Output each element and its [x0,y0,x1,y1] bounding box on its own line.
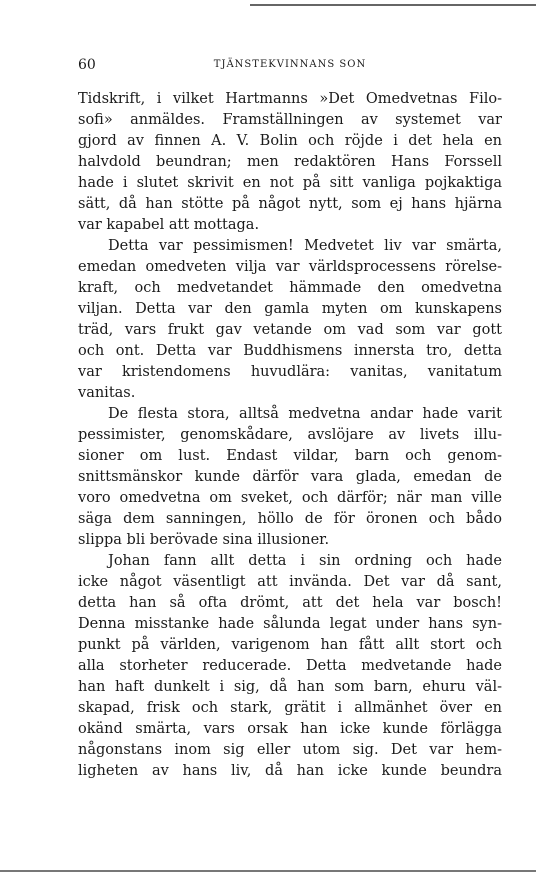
text-line: punkt på världen, varigenom han fått allt stort och [78,637,502,653]
text-line: och ont. Detta var Buddhismens innersta tro, detta [78,343,502,359]
text-line: halvdold beundran; men redaktören Hans Forssell [78,154,502,170]
text-line: Johan fann allt detta i sin ordning och hade [108,553,502,569]
page-header [78,55,502,75]
text-line: sioner om lust. Endast vildar, barn och genom- [78,448,502,464]
scan-edge-top [250,4,536,6]
text-line: träd, vars frukt gav vetande om vad som var gott [78,322,502,338]
text-line: han haft dunkelt i sig, då han som barn, ehuru väl- [78,679,502,695]
text-line: voro omedvetna om sveket, och därför; när man ville [78,490,502,506]
text-line: kraft, och medvetandet hämmade den omedvetna [78,280,502,296]
text-line: De flesta stora, alltså medvetna andar hade varit [108,406,502,422]
text-line: sofi» anmäldes. Framställningen av systemet var [78,112,502,128]
text-line: Detta var pessimismen! Medvetet liv var smärta, [108,238,502,254]
text-line: gjord av finnen A. V. Bolin och röjde i det hela en [78,133,502,149]
running-title: TJÄNSTEKVINNANS SON [213,59,367,70]
text-line: slippa bli berövade sina illusioner. [78,532,330,548]
text-line: vanitas. [78,385,136,401]
text-line: viljan. Detta var den gamla myten om kunskapens [78,301,502,317]
body-text [78,89,502,782]
text-line: var kristendomens huvudlära: vanitas, vanitatum [78,364,502,380]
text-line: säga dem sanningen, höllo de för öronen och bådo [78,511,502,527]
text-line: icke något väsentligt att invända. Det var då sant, [78,574,502,590]
text-line: detta han så ofta drömt, att det hela var bosch! [78,595,502,611]
text-line: någonstans inom sig eller utom sig. Det var hem- [78,742,502,758]
text-line: pessimister, genomskådare, avslöjare av livets illu- [78,427,502,443]
scan-edge-bottom [0,870,536,872]
text-line: snittsmänskor kunde därför vara glada, emedan de [78,469,502,485]
text-line: sätt, då han stötte på något nytt, som ej hans hjärna [78,196,502,212]
text-line: okänd smärta, vars orsak han icke kunde förlägga [78,721,502,737]
text-line: Tidskrift, i vilket Hartmanns »Det Omedvetnas Filo- [78,91,502,107]
text-line: Denna misstanke hade sålunda legat under hans syn- [78,616,502,632]
text-line: var kapabel att mottaga. [78,217,260,233]
text-line: hade i slutet skrivit en not på sitt vanliga pojkaktiga [78,175,502,191]
text-line: skapad, frisk och stark, grätit i allmänhet över en [78,700,502,716]
text-line: emedan omedveten vilja var världsprocessens rörelse- [78,259,502,275]
page-number: 60 [78,57,96,73]
text-line: alla storheter reducerade. Detta medvetande hade [78,658,502,674]
text-line: ligheten av hans liv, då han icke kunde beundra [78,763,502,779]
